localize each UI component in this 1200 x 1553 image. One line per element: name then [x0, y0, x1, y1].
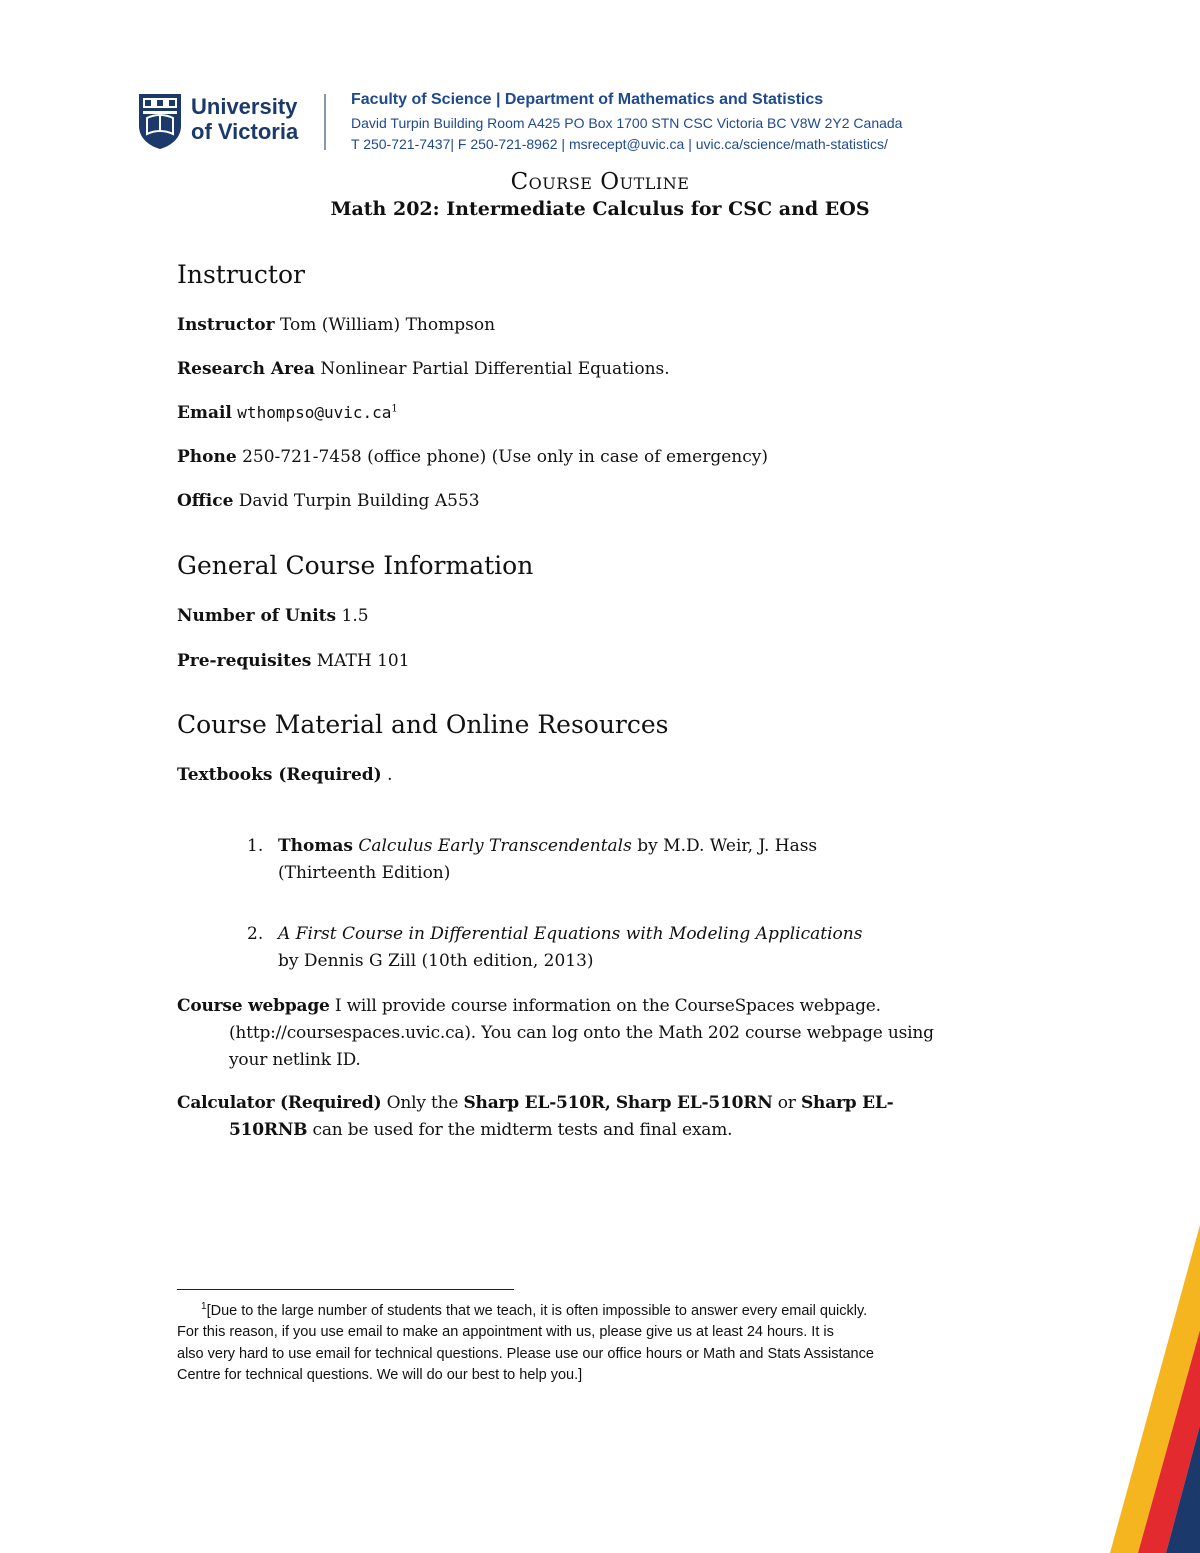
prereq-value: MATH 101 [316, 651, 410, 671]
calc-model-3a: Sharp EL- [800, 1093, 894, 1113]
calculator-post: can be used for the midterm tests and final exam. [312, 1120, 733, 1140]
book-1-title: Calculus Early Transcendentals [358, 836, 632, 856]
address-line: David Turpin Building Room A425 PO Box 1700 STN CSC Victoria BC V8W 2Y2 Canada [351, 115, 903, 131]
course-subtitle: Math 202: Intermediate Calculus for CSC and EOS [330, 198, 870, 220]
webpage-line-1: I will provide course information on the CourseSpaces webpage. [334, 996, 881, 1016]
book-1-edition: (Thirteenth Edition) [278, 863, 451, 883]
book-2-by: by Dennis G Zill (10th edition, 2013) [278, 951, 594, 971]
prereq-row [177, 651, 410, 671]
textbooks-row [177, 765, 393, 785]
phone-row [177, 447, 768, 467]
footnote-ref: 1 [391, 403, 398, 415]
prereq-label: Pre-requisites [177, 651, 312, 671]
logo-line-1: University [191, 94, 298, 119]
instructor-label: Instructor [177, 315, 275, 335]
book-1-author: Thomas [278, 836, 353, 856]
book-2-number: 2. [247, 924, 264, 944]
contact-line: T 250-721-7437| F 250-721-8962 | msrecept@uvic.ca | uvic.ca/science/math-statistics/ [351, 136, 888, 152]
book-1-by: by M.D. Weir, J. Hass [637, 836, 818, 856]
phone-label: Phone [177, 447, 237, 467]
webpage-line-2[interactable]: (http://coursespaces.uvic.ca). You can log onto the Math 202 course webpage using [229, 1023, 934, 1043]
footnote-mark: 1 [201, 1301, 207, 1312]
calc-model-3b: 510RNB [229, 1120, 308, 1140]
calculator-pre: Only the [386, 1093, 459, 1113]
office-label: Office [177, 491, 234, 511]
book-2-title [278, 924, 862, 944]
calc-model-1: Sharp EL-510R, [463, 1093, 611, 1113]
footnote-line-1: [Due to the large number of students that we teach, it is often impossible to answer every email quickly. [206, 1302, 868, 1319]
webpage-line-3: your netlink ID. [229, 1050, 361, 1070]
book-1 [278, 836, 817, 856]
header-divider [324, 94, 326, 150]
instructor-row [177, 315, 495, 335]
email-row [177, 403, 398, 423]
email-label: Email [177, 403, 232, 423]
footnote-line-2: For this reason, if you use email to make an appointment with us, please give us at least 24 hours. It is [177, 1324, 834, 1341]
research-label: Research Area [177, 359, 315, 379]
section-heading-general: General Course Information [177, 551, 534, 580]
instructor-value: Tom (William) Thompson [279, 315, 496, 335]
research-value: Nonlinear Partial Differential Equations. [320, 359, 670, 379]
office-value: David Turpin Building A553 [238, 491, 480, 511]
research-row [177, 359, 670, 379]
calculator-label: Calculator (Required) [177, 1093, 382, 1113]
calculator-entry [177, 1090, 1027, 1144]
phone-value: 250-721-7458 (office phone) (Use only in case of emergency) [242, 447, 768, 467]
webpage-label: Course webpage [177, 996, 330, 1016]
faculty-line: Faculty of Science | Department of Mathematics and Statistics [351, 91, 824, 108]
units-value: 1.5 [341, 606, 369, 626]
office-row [177, 491, 480, 511]
page-title: Course Outline [510, 169, 690, 195]
units-label: Number of Units [177, 606, 337, 626]
footnote-line-3: also very hard to use email for technical questions. Please use our office hours or Math and Stats Assistance [177, 1345, 874, 1362]
units-row [177, 606, 369, 626]
book-1-number: 1. [247, 836, 264, 856]
section-heading-instructor: Instructor [177, 260, 305, 289]
footnote [177, 1296, 1027, 1387]
calc-or: or [777, 1093, 796, 1113]
textbooks-label: Textbooks (Required) [177, 765, 382, 785]
section-heading-material: Course Material and Online Resources [177, 710, 669, 739]
calc-model-2: Sharp EL-510RN [615, 1093, 773, 1113]
shield-icon [137, 92, 183, 150]
uvic-logo [137, 90, 307, 154]
course-webpage-entry [177, 993, 1027, 1074]
logo-wordmark [191, 94, 298, 144]
book-2-title-text: A First Course in Differential Equations with Modeling Applications [278, 924, 863, 944]
decorative-stripes [1040, 1200, 1200, 1553]
footnote-rule [177, 1289, 514, 1290]
email-value[interactable]: wthompso@uvic.ca [237, 403, 392, 422]
textbooks-suffix: . [387, 765, 393, 785]
footnote-line-4: Centre for technical questions. We will do our best to help you.] [177, 1367, 583, 1384]
logo-line-2: of Victoria [191, 119, 299, 144]
